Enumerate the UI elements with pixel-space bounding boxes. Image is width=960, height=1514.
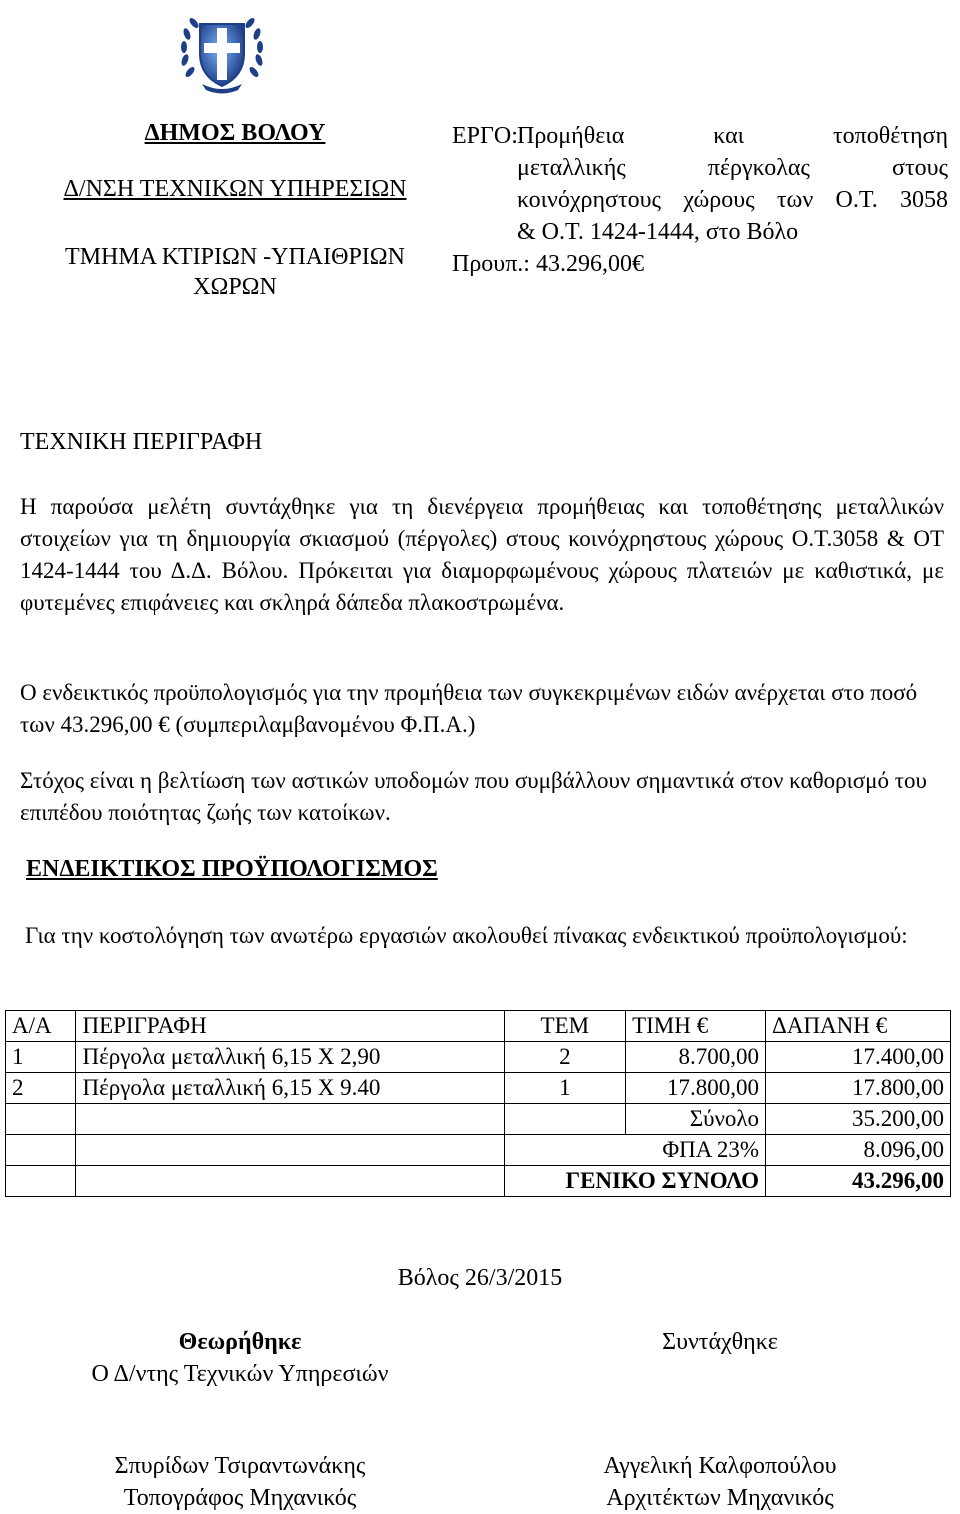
header-cost: ΔΑΠΑΝΗ € xyxy=(766,1011,951,1042)
date-line: Βόλος 26/3/2015 xyxy=(397,1265,563,1291)
department-name xyxy=(20,242,450,302)
project-label: ΕΡΓΟ: xyxy=(452,123,518,149)
left-signature-position: Τοπογράφος Μηχανικός xyxy=(123,1485,357,1511)
table-header-row xyxy=(6,1011,951,1042)
row-quantity: 1 xyxy=(504,1073,626,1104)
row-description: Πέργολα μεταλλική 6,15 Χ 9.40 xyxy=(76,1073,504,1104)
table-row xyxy=(6,1042,951,1073)
right-signature-name: Αγγελική Καλφοπούλου xyxy=(603,1453,837,1479)
directorate-name: Δ/ΝΣΗ ΤΕΧΝΙΚΩΝ ΥΠΗΡΕΣΙΩΝ xyxy=(63,176,407,202)
section-title: ΤΕΧΝΙΚΗ ΠΕΡΙΓΡΑΦΗ xyxy=(20,429,263,455)
subtotal-row xyxy=(6,1104,951,1135)
project-line-3: κοινόχρηστους χώρους των Ο.Τ. 3058 xyxy=(517,187,948,213)
header-description: ΠΕΡΙΓΡΑΦΗ xyxy=(76,1011,504,1042)
description-paragraph-1: Η παρούσα μελέτη συντάχθηκε για τη διενέργεια προμήθειας και τοποθέτησης μεταλλικών στοιχείων για τη δημιουργία σκιασμού (πέργολες) στους κοινόχρηστους χώρους Ο.Τ.3058 & ΟΤ 1424-1444 του Δ.Δ. Βόλου. Πρόκειται για διαμορφωμένους χώρους πλατειών με καθιστικά, με φυτεμένες επιφάνειες και σκληρά δάπεδα πλακοστρωμένα. xyxy=(20,494,944,615)
left-signature-role: Ο Δ/ντης Τεχνικών Υπηρεσιών xyxy=(91,1361,389,1387)
grand-total-row xyxy=(6,1166,951,1197)
budget-line: Προυπ.: 43.296,00€ xyxy=(452,251,644,277)
row-quantity: 2 xyxy=(504,1042,626,1073)
header-aa: Α/Α xyxy=(6,1011,76,1042)
department-line-2: ΧΩΡΩΝ xyxy=(193,274,277,300)
row-aa: 2 xyxy=(6,1073,76,1104)
project-header xyxy=(452,120,948,280)
grand-total-value: 43.296,00 xyxy=(766,1166,951,1197)
row-price: 8.700,00 xyxy=(626,1042,766,1073)
header-price: ΤΙΜΗ € xyxy=(626,1011,766,1042)
municipality-name: ΔΗΜΟΣ ΒΟΛΟΥ xyxy=(144,120,326,146)
subtotal-label: Σύνολο xyxy=(626,1104,766,1135)
project-line-2: μεταλλικής πέργκολας στους xyxy=(517,155,948,181)
budget-intro: Για την κοστολόγηση των ανωτέρω εργασιών ακολουθεί πίνακας ενδεικτικού προϋπολογισμού: xyxy=(25,923,908,948)
budget-title: ΕΝΔΕΙΚΤΙΚΟΣ ΠΡΟΫΠΟΛΟΓΙΣΜΟΣ xyxy=(26,856,438,882)
description-paragraph-2: Ο ενδεικτικός προϋπολογισμός για την προμήθεια των συγκεκριμένων ειδών ανέρχεται στο ποσό των 43.296,00 € (συμπεριλαμβανομένου Φ.Π.Α.) xyxy=(20,680,918,737)
vat-value: 8.096,00 xyxy=(766,1135,951,1166)
right-signature-title: Συντάχθηκε xyxy=(662,1329,778,1355)
coat-of-arms-icon xyxy=(172,2,272,102)
row-price: 17.800,00 xyxy=(626,1073,766,1104)
left-signature-name: Σπυρίδων Τσιραντωνάκης xyxy=(114,1453,366,1479)
row-description: Πέργολα μεταλλική 6,15 Χ 2,90 xyxy=(76,1042,504,1073)
row-cost: 17.800,00 xyxy=(766,1073,951,1104)
project-line-1: Προμήθεια και τοποθέτηση xyxy=(517,123,948,149)
grand-total-label: ΓΕΝΙΚΟ ΣΥΝΟΛΟ xyxy=(504,1166,766,1197)
row-aa: 1 xyxy=(6,1042,76,1073)
description-paragraph-3: Στόχος είναι η βελτίωση των αστικών υποδομών που συμβάλλουν σημαντικά στον καθορισμό του επιπέδου ποιότητας ζωής των κατοίκων. xyxy=(20,768,927,825)
department-line-1: ΤΜΗΜΑ ΚΤΙΡΙΩΝ -ΥΠΑΙΘΡΙΩΝ xyxy=(65,244,405,270)
vat-row xyxy=(6,1135,951,1166)
vat-label: ΦΠΑ 23% xyxy=(626,1135,766,1166)
row-cost: 17.400,00 xyxy=(766,1042,951,1073)
header-quantity: ΤΕΜ xyxy=(504,1011,626,1042)
cost-table xyxy=(5,1010,951,1197)
right-signature-position: Αρχιτέκτων Μηχανικός xyxy=(606,1485,834,1511)
subtotal-value: 35.200,00 xyxy=(766,1104,951,1135)
approved-label: Θεωρήθηκε xyxy=(178,1329,302,1355)
left-signature-title xyxy=(40,1326,440,1358)
table-row xyxy=(6,1073,951,1104)
project-line-4: & Ο.Τ. 1424-1444, στο Βόλο xyxy=(517,219,799,245)
